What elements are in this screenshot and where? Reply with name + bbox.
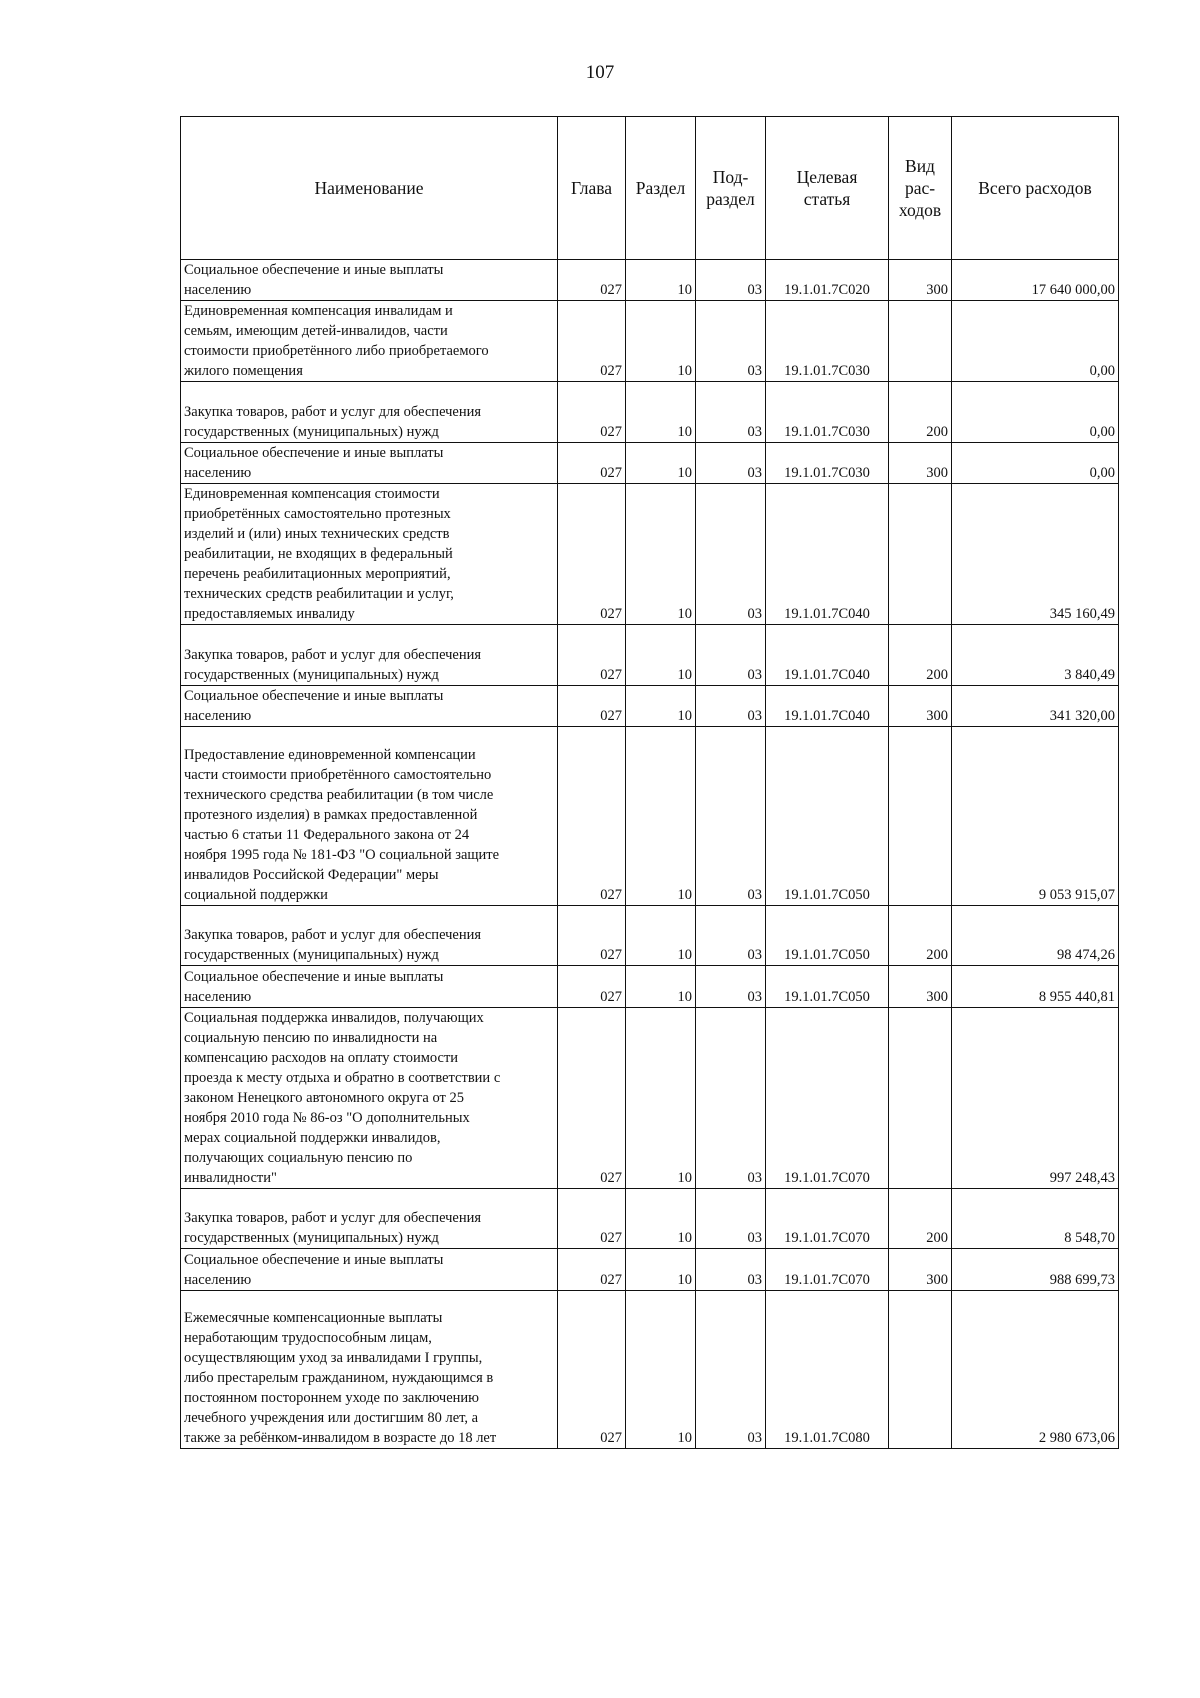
table-row — [181, 685, 1119, 726]
row-section-cell: 10 — [626, 260, 696, 301]
row-expense-type-cell: 200 — [889, 1188, 952, 1249]
row-section-cell: 10 — [626, 1290, 696, 1449]
header-expense-type: Вид рас- ходов — [889, 117, 952, 260]
row-section-cell: 10 — [626, 301, 696, 382]
table-row — [181, 484, 1119, 625]
row-chapter-cell: 027 — [558, 1249, 626, 1290]
row-name-cell: Социальное обеспечение и иные выплаты населению — [181, 260, 558, 301]
row-subsection-cell: 03 — [696, 966, 766, 1007]
row-chapter-cell: 027 — [558, 1188, 626, 1249]
row-total-cell: 341 320,00 — [952, 685, 1119, 726]
table-row — [181, 625, 1119, 686]
budget-table — [180, 116, 1119, 1449]
table-row — [181, 905, 1119, 966]
row-section-cell: 10 — [626, 1188, 696, 1249]
row-target-article-cell: 19.1.01.7С070 — [766, 1007, 889, 1188]
table-row — [181, 1249, 1119, 1290]
table-row — [181, 382, 1119, 443]
row-chapter-cell: 027 — [558, 260, 626, 301]
row-subsection-cell: 03 — [696, 442, 766, 483]
row-subsection-cell: 03 — [696, 625, 766, 686]
row-expense-type-cell: 200 — [889, 625, 952, 686]
row-target-article-cell: 19.1.01.7С030 — [766, 301, 889, 382]
row-expense-type-cell: 200 — [889, 905, 952, 966]
row-section-cell: 10 — [626, 625, 696, 686]
row-total-cell: 0,00 — [952, 442, 1119, 483]
row-target-article-cell: 19.1.01.7С070 — [766, 1188, 889, 1249]
table-row — [181, 727, 1119, 905]
row-section-cell: 10 — [626, 484, 696, 625]
row-total-cell: 988 699,73 — [952, 1249, 1119, 1290]
row-name-cell: Социальное обеспечение и иные выплаты населению — [181, 966, 558, 1007]
row-name-cell: Единовременная компенсация стоимости приобретённых самостоятельно протезных изделий и (или) иных технических средств реабилитации, не входящих в федеральный перечень реабилитационных мероприятий, технических средств реабилитации и услуг, предоставляемых инвалиду — [181, 484, 558, 625]
table-row — [181, 1290, 1119, 1449]
row-expense-type-cell — [889, 1290, 952, 1449]
row-chapter-cell: 027 — [558, 625, 626, 686]
table-row — [181, 260, 1119, 301]
row-chapter-cell: 027 — [558, 382, 626, 443]
row-target-article-cell: 19.1.01.7С050 — [766, 727, 889, 905]
row-name-cell: Социальная поддержка инвалидов, получающих социальную пенсию по инвалидности на компенсацию расходов на оплату стоимости проезда к месту отдыха и обратно в соответствии с законом Ненецкого автономного округа от 25 ноября 2010 года № 86-оз "О дополнительных мерах социальной поддержки инвалидов, получающих социальную пенсию по инвалидности" — [181, 1007, 558, 1188]
row-target-article-cell: 19.1.01.7С080 — [766, 1290, 889, 1449]
row-expense-type-cell — [889, 301, 952, 382]
row-expense-type-cell: 200 — [889, 382, 952, 443]
row-total-cell: 98 474,26 — [952, 905, 1119, 966]
row-chapter-cell: 027 — [558, 685, 626, 726]
row-subsection-cell: 03 — [696, 1290, 766, 1449]
row-target-article-cell: 19.1.01.7С030 — [766, 382, 889, 443]
row-section-cell: 10 — [626, 727, 696, 905]
row-name-cell: Закупка товаров, работ и услуг для обеспечения государственных (муниципальных) нужд — [181, 625, 558, 686]
row-name-cell: Закупка товаров, работ и услуг для обеспечения государственных (муниципальных) нужд — [181, 905, 558, 966]
header-chapter: Глава — [558, 117, 626, 260]
row-target-article-cell: 19.1.01.7С040 — [766, 625, 889, 686]
row-total-cell: 0,00 — [952, 382, 1119, 443]
table-row — [181, 442, 1119, 483]
row-expense-type-cell: 300 — [889, 1249, 952, 1290]
header-total-expenses: Всего расходов — [952, 117, 1119, 260]
row-subsection-cell: 03 — [696, 382, 766, 443]
row-name-cell: Социальное обеспечение и иные выплаты населению — [181, 1249, 558, 1290]
row-total-cell: 997 248,43 — [952, 1007, 1119, 1188]
row-expense-type-cell — [889, 727, 952, 905]
row-chapter-cell: 027 — [558, 301, 626, 382]
row-subsection-cell: 03 — [696, 727, 766, 905]
row-section-cell: 10 — [626, 685, 696, 726]
row-total-cell: 345 160,49 — [952, 484, 1119, 625]
row-subsection-cell: 03 — [696, 1188, 766, 1249]
row-chapter-cell: 027 — [558, 905, 626, 966]
row-subsection-cell: 03 — [696, 1007, 766, 1188]
row-target-article-cell: 19.1.01.7С040 — [766, 685, 889, 726]
row-name-cell: Закупка товаров, работ и услуг для обеспечения государственных (муниципальных) нужд — [181, 382, 558, 443]
row-section-cell: 10 — [626, 1249, 696, 1290]
row-chapter-cell: 027 — [558, 1290, 626, 1449]
table-row — [181, 1007, 1119, 1188]
row-section-cell: 10 — [626, 905, 696, 966]
row-total-cell: 2 980 673,06 — [952, 1290, 1119, 1449]
row-target-article-cell: 19.1.01.7С030 — [766, 442, 889, 483]
header-subsection: Под- раздел — [696, 117, 766, 260]
table-row — [181, 301, 1119, 382]
row-total-cell: 0,00 — [952, 301, 1119, 382]
row-expense-type-cell: 300 — [889, 685, 952, 726]
row-name-cell: Ежемесячные компенсационные выплаты неработающим трудоспособным лицам, осуществляющим уход за инвалидами I группы, либо престарелым гражданином, нуждающимся в постоянном постороннем уходе по заключению лечебного учреждения или достигшим 80 лет, а также за ребёнком-инвалидом в возрасте до 18 лет — [181, 1290, 558, 1449]
row-chapter-cell: 027 — [558, 1007, 626, 1188]
row-target-article-cell: 19.1.01.7С050 — [766, 966, 889, 1007]
row-chapter-cell: 027 — [558, 966, 626, 1007]
row-target-article-cell: 19.1.01.7С050 — [766, 905, 889, 966]
row-chapter-cell: 027 — [558, 442, 626, 483]
row-total-cell: 8 548,70 — [952, 1188, 1119, 1249]
row-total-cell: 17 640 000,00 — [952, 260, 1119, 301]
row-chapter-cell: 027 — [558, 727, 626, 905]
row-chapter-cell: 027 — [558, 484, 626, 625]
row-name-cell: Социальное обеспечение и иные выплаты населению — [181, 685, 558, 726]
row-section-cell: 10 — [626, 382, 696, 443]
table-header-row — [181, 117, 1119, 260]
page-number: 107 — [585, 62, 615, 83]
row-subsection-cell: 03 — [696, 905, 766, 966]
row-expense-type-cell: 300 — [889, 260, 952, 301]
row-expense-type-cell — [889, 484, 952, 625]
row-target-article-cell: 19.1.01.7С040 — [766, 484, 889, 625]
row-section-cell: 10 — [626, 442, 696, 483]
row-total-cell: 8 955 440,81 — [952, 966, 1119, 1007]
table-row — [181, 1188, 1119, 1249]
row-section-cell: 10 — [626, 1007, 696, 1188]
row-target-article-cell: 19.1.01.7С020 — [766, 260, 889, 301]
row-name-cell: Социальное обеспечение и иные выплаты населению — [181, 442, 558, 483]
header-target-article: Целевая статья — [766, 117, 889, 260]
row-total-cell: 9 053 915,07 — [952, 727, 1119, 905]
row-expense-type-cell: 300 — [889, 442, 952, 483]
row-subsection-cell: 03 — [696, 484, 766, 625]
row-expense-type-cell: 300 — [889, 966, 952, 1007]
row-subsection-cell: 03 — [696, 301, 766, 382]
row-subsection-cell: 03 — [696, 685, 766, 726]
row-name-cell: Предоставление единовременной компенсации части стоимости приобретённого самостоятельно технического средства реабилитации (в том числе протезного изделия) в рамках предоставленной частью 6 статьи 11 Федерального закона от 24 ноября 1995 года № 181-ФЗ "О социальной защите инвалидов Российской Федерации" меры социальной поддержки — [181, 727, 558, 905]
row-subsection-cell: 03 — [696, 260, 766, 301]
row-section-cell: 10 — [626, 966, 696, 1007]
table-row — [181, 966, 1119, 1007]
row-name-cell: Закупка товаров, работ и услуг для обеспечения государственных (муниципальных) нужд — [181, 1188, 558, 1249]
header-section: Раздел — [626, 117, 696, 260]
row-target-article-cell: 19.1.01.7С070 — [766, 1249, 889, 1290]
row-total-cell: 3 840,49 — [952, 625, 1119, 686]
header-name: Наименование — [181, 117, 558, 260]
row-name-cell: Единовременная компенсация инвалидам и семьям, имеющим детей-инвалидов, части стоимости приобретённого либо приобретаемого жилого помещения — [181, 301, 558, 382]
row-expense-type-cell — [889, 1007, 952, 1188]
row-subsection-cell: 03 — [696, 1249, 766, 1290]
